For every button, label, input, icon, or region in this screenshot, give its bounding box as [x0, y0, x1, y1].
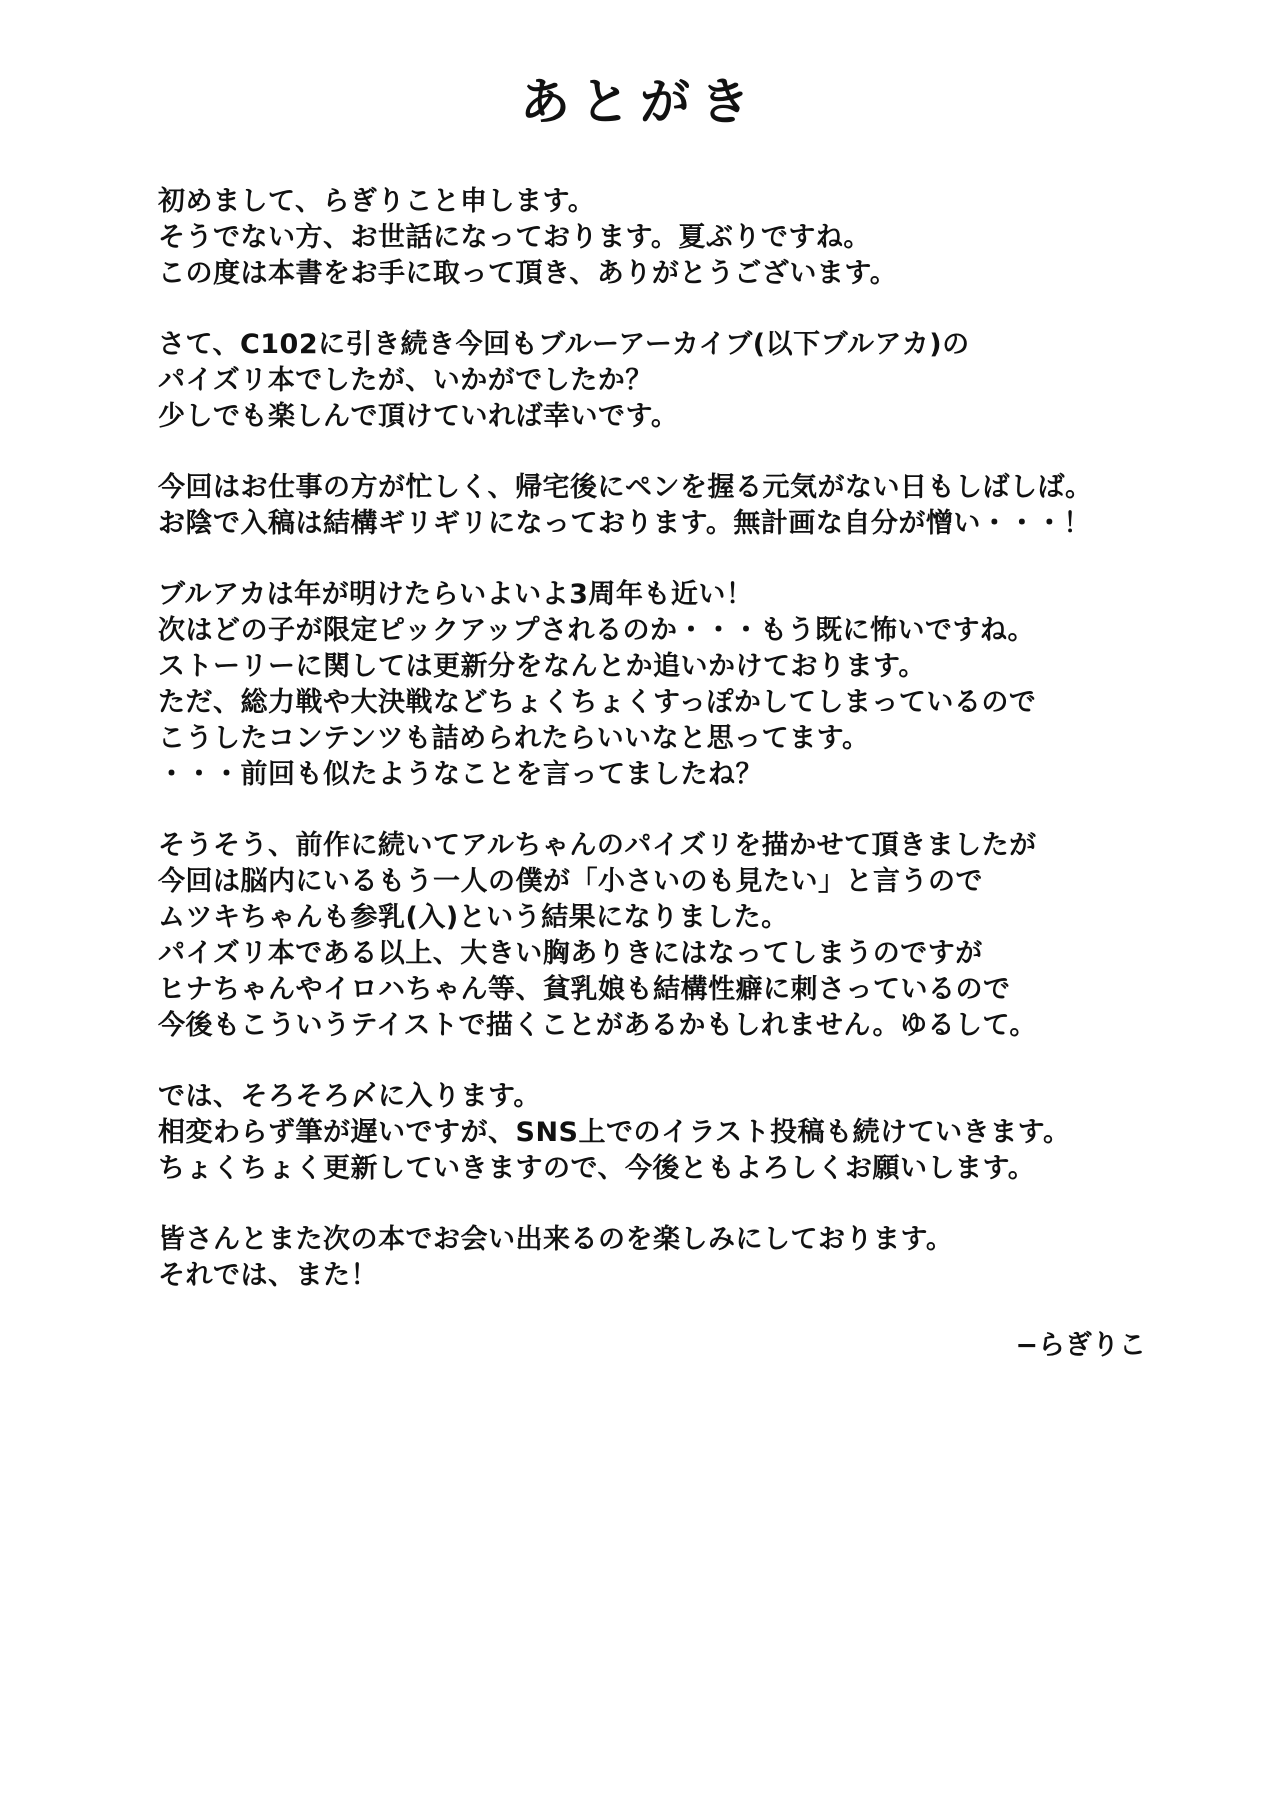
text-line: そうそう、前作に続いてアルちゃんのパイズリを描かせて頂きましたが: [158, 830, 1037, 861]
text-line: ちょくちょく更新していきますので、今後ともよろしくお願いします。: [158, 1153, 1036, 1184]
text-line: 今後もこういうテイストで描くことがあるかもしれません。ゆるして。: [158, 1010, 1037, 1041]
text-line: パイズリ本でしたが、いかがでしたか？: [158, 365, 653, 396]
text-line: こうしたコンテンツも詰められたらいいなと思ってます。: [158, 723, 870, 754]
text-line: ムツキちゃんも参乳(入)という結果になりました。: [158, 902, 789, 933]
paragraph: [158, 577, 1258, 793]
text-line: 今回はお仕事の方が忙しく、帰宅後にペンを握る元気がない日もしばしば。: [158, 472, 1093, 503]
text-line: 今回は脳内にいるもう一人の僕が「小さいのも見たい」と言うので: [158, 866, 983, 897]
text-line: そうでない方、お世話になっております。夏ぶりですね。: [158, 222, 871, 253]
paragraph: [158, 327, 1258, 435]
paragraph: [158, 470, 1258, 542]
text-line: ストーリーに関しては更新分をなんとか追いかけております。: [158, 651, 926, 682]
text-line: お陰で入稿は結構ギリギリになっております。無計画な自分が憎い・・・！: [158, 508, 1091, 539]
text-line: パイズリ本である以上、大きい胸ありきにはなってしまうのですが: [158, 938, 983, 969]
page-title: あとがき: [520, 73, 760, 131]
text-line: さて、C102に引き続き今回もブルーアーカイブ(以下ブルアカ)の: [158, 329, 970, 360]
text-line: 次はどの子が限定ピックアップされるのか・・・もう既に怖いですね。: [158, 615, 1036, 646]
text-line: ヒナちゃんやイロハちゃん等、貧乳娘も結構性癖に刺さっているので: [158, 974, 1011, 1005]
text-line: それでは、また！: [158, 1260, 378, 1291]
text-line: 初めまして、らぎりこと申します。: [158, 186, 596, 217]
text-line: この度は本書をお手に取って頂き、ありがとうございます。: [158, 258, 898, 289]
paragraph: [158, 1222, 1258, 1294]
text-line: ・・・前回も似たようなことを言ってましたね？: [158, 759, 763, 790]
text-line: では、そろそろ〆に入ります。: [158, 1081, 541, 1112]
author-signature: −らぎりこ: [1015, 1330, 1146, 1361]
paragraph: [158, 1079, 1258, 1187]
text-line: ブルアカは年が明けたらいよいよ3周年も近い！: [158, 579, 754, 610]
paragraph: [158, 828, 1258, 1044]
text-line: 皆さんとまた次の本でお会い出来るのを楽しみにしております。: [158, 1224, 954, 1255]
afterword-body: [158, 184, 1258, 1294]
text-line: 相変わらず筆が遅いですが、SNS上でのイラスト投稿も続けていきます。: [158, 1117, 1071, 1148]
text-line: ただ、総力戦や大決戦などちょくちょくすっぽかしてしまっているので: [158, 687, 1037, 718]
paragraph: [158, 184, 1258, 292]
text-line: 少しでも楽しんで頂けていれば幸いです。: [158, 401, 679, 432]
